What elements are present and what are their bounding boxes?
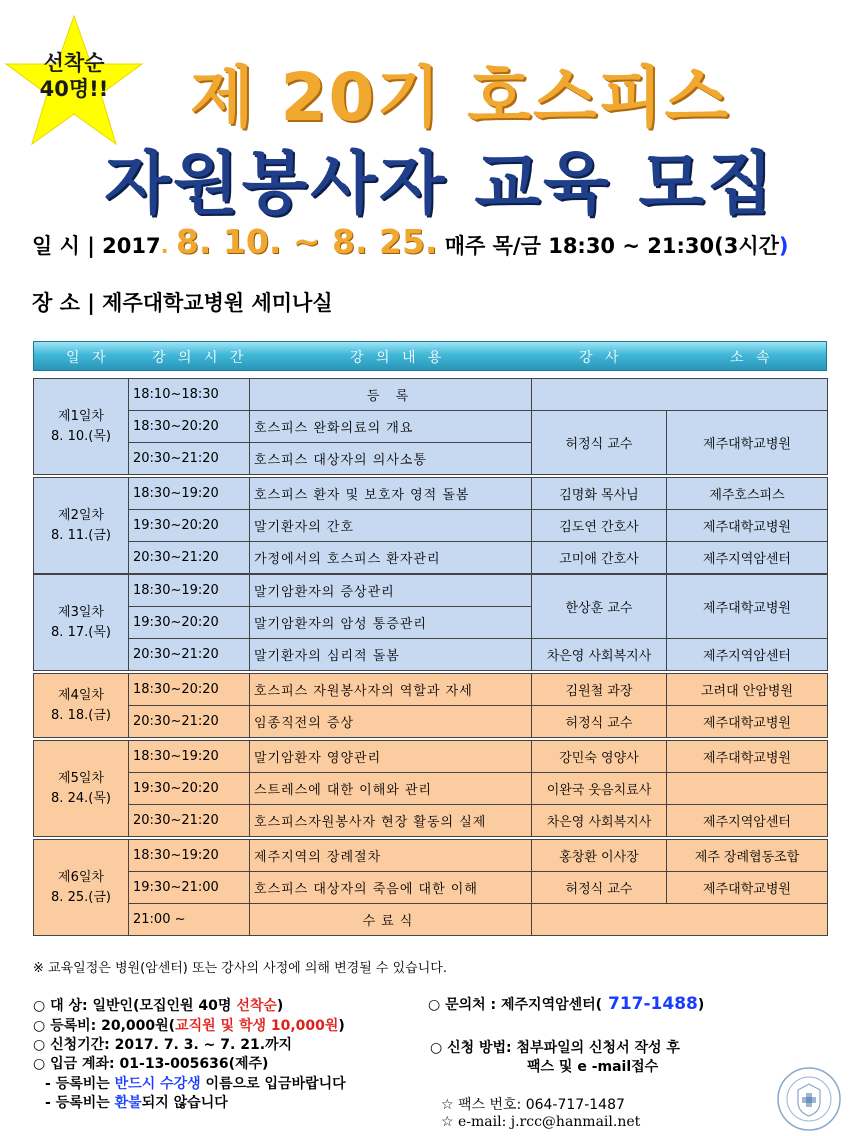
- header-org: 소 속: [730, 350, 774, 366]
- org-cell: 제주대학교병원: [667, 706, 828, 738]
- fax-line: ☆ 팩스 번호: 064-717-1487: [441, 1097, 625, 1113]
- content-cell: 호스피스 대상자의 죽음에 대한 이해: [250, 872, 532, 904]
- content-cell: 말기환자의 심리적 돌봄: [250, 639, 532, 671]
- title-line1: 제 20기 호스피스: [189, 59, 731, 136]
- time-cell: 18:30~20:20: [129, 411, 250, 443]
- day-cell: 제4일차 8. 18.(금): [34, 674, 129, 738]
- lecturer-cell: 차은영 사회복지사: [532, 639, 667, 671]
- day-cell: 제5일차 8. 24.(목): [34, 741, 129, 837]
- content-cell: 호스피스 환자 및 보호자 영적 돌봄: [250, 478, 532, 510]
- day-cell: 제2일차 8. 11.(금): [34, 478, 129, 574]
- content-cell: 등 록: [250, 379, 532, 411]
- first-come-highlight: 선착순: [236, 998, 277, 1014]
- place-line: 장 소 | 제주대학교병원 세미나실: [32, 291, 333, 315]
- schedule-line: [32, 222, 789, 261]
- time-cell: 18:30~19:20: [129, 478, 250, 510]
- badge-line1: 선착순: [43, 51, 105, 75]
- content-cell: 말기암환자의 암성 통증관리: [250, 607, 532, 639]
- time-cell: 21:00 ~: [129, 904, 250, 936]
- lecturer-cell: 김도연 간호사: [532, 510, 667, 542]
- org-cell: 제주대학교병원: [667, 741, 828, 773]
- time-cell: 20:30~21:20: [129, 542, 250, 574]
- day-cell: 제1일차 8. 10.(목): [34, 379, 129, 475]
- empty-cell: [532, 904, 828, 936]
- org-cell: [667, 773, 828, 805]
- org-cell: 제주지역암센터: [667, 542, 828, 574]
- time-cell: 18:10~18:30: [129, 379, 250, 411]
- title-line2: 자원봉사자 교육 모집: [104, 145, 776, 224]
- apply-line2: 팩스 및 e -mail접수: [527, 1059, 659, 1075]
- table-header: [33, 341, 827, 371]
- content-cell: 말기환자의 간호: [250, 510, 532, 542]
- time-cell: 19:30~20:20: [129, 607, 250, 639]
- contact-phone: 717-1488: [602, 994, 698, 1014]
- lecturer-cell: 강민숙 영양사: [532, 741, 667, 773]
- content-cell: 호스피스 대상자의 의사소통: [250, 443, 532, 475]
- lecturer-cell: 차은영 사회복지사: [532, 805, 667, 837]
- lecturer-cell: 이완국 웃음치료사: [532, 773, 667, 805]
- time-cell: 20:30~21:20: [129, 443, 250, 475]
- content-cell: 수료식: [250, 904, 532, 936]
- lecturer-cell: 한상훈 교수: [532, 575, 667, 639]
- time-cell: 20:30~21:20: [129, 706, 250, 738]
- schedule-dot: .: [160, 234, 169, 258]
- header-lecturer: 강 사: [579, 350, 623, 366]
- content-cell: 호스피스자원봉사자 현장 활동의 실제: [250, 805, 532, 837]
- contact-line: ○ 문의처 : 제주지역암센터( 717-1488): [428, 994, 705, 1014]
- day-cell: 제3일차 8. 17.(목): [34, 575, 129, 671]
- refund-highlight: 환불: [114, 1095, 142, 1111]
- org-cell: 제주 장례협동조합: [667, 840, 828, 872]
- content-cell: 가정에서의 호스피스 환자관리: [250, 542, 532, 574]
- header-day: 일 자: [66, 350, 110, 366]
- empty-cell: [532, 379, 828, 411]
- lecturer-cell: 김명화 목사님: [532, 478, 667, 510]
- org-cell: 제주대학교병원: [667, 575, 828, 639]
- hospital-seal-icon: [776, 1066, 842, 1132]
- org-cell: 제주대학교병원: [667, 872, 828, 904]
- deposit-line: - 등록비는 반드시 수강생 이름으로 입금바랍니다: [45, 1076, 346, 1092]
- star-badge-text: [22, 50, 126, 102]
- time-cell: 19:30~21:00: [129, 872, 250, 904]
- time-cell: 18:30~19:20: [129, 840, 250, 872]
- apply-line1: ○ 신청 방법: 첨부파일의 신청서 작성 후: [430, 1040, 680, 1056]
- day4-table: [33, 673, 828, 738]
- target-line: ○ 대 상: 일반인(모집인원 40명 선착순): [33, 998, 284, 1014]
- time-cell: 20:30~21:20: [129, 639, 250, 671]
- lecturer-cell: 허정식 교수: [532, 706, 667, 738]
- content-cell: 호스피스 자원봉사자의 역할과 자세: [250, 674, 532, 706]
- schedule-label: 일 시 | 2017: [32, 234, 161, 258]
- schedule-dates: 8. 10. ~ 8. 25.: [175, 222, 438, 261]
- time-cell: 18:30~19:20: [129, 741, 250, 773]
- org-cell: 제주호스피스: [667, 478, 828, 510]
- fee-line: ○ 등록비: 20,000원(교직원 및 학생 10,000원): [33, 1018, 345, 1034]
- org-cell: 제주지역암센터: [667, 805, 828, 837]
- org-cell: 제주대학교병원: [667, 510, 828, 542]
- org-cell: 제주대학교병원: [667, 411, 828, 475]
- schedule-weekly: 매주 목/금 18:30 ~ 21:30(3시간: [444, 234, 779, 258]
- content-cell: 임종직전의 증상: [250, 706, 532, 738]
- header-time: 강 의 시 간: [152, 350, 248, 366]
- schedule-paren: ): [778, 234, 789, 258]
- lecturer-cell: 홍창환 이사장: [532, 840, 667, 872]
- badge-line2: 40명!!: [39, 77, 109, 101]
- lecturer-cell: 고미애 간호사: [532, 542, 667, 574]
- discount-highlight: 교직원 및 학생 10,000원: [175, 1018, 339, 1034]
- time-cell: 19:30~20:20: [129, 773, 250, 805]
- period-line: ○ 신청기간: 2017. 7. 3. ~ 7. 21.까지: [33, 1037, 293, 1053]
- time-cell: 20:30~21:20: [129, 805, 250, 837]
- org-cell: 제주지역암센터: [667, 639, 828, 671]
- lecturer-cell: 김원철 과장: [532, 674, 667, 706]
- time-cell: 18:30~19:20: [129, 575, 250, 607]
- deposit-highlight: 반드시 수강생: [114, 1076, 201, 1092]
- email-line: ☆ e-mail: j.rcc@hanmail.net: [441, 1114, 641, 1130]
- time-cell: 18:30~20:20: [129, 674, 250, 706]
- day3-table: [33, 574, 828, 671]
- content-cell: 호스피스 완화의료의 개요: [250, 411, 532, 443]
- account-line: ○ 입금 계좌: 01-13-005636(제주): [33, 1056, 269, 1072]
- content-cell: 말기암환자의 증상관리: [250, 575, 532, 607]
- refund-line: - 등록비는 환불되지 않습니다: [45, 1095, 228, 1111]
- org-cell: 고려대 안암병원: [667, 674, 828, 706]
- day6-table: [33, 839, 828, 936]
- lecturer-cell: 허정식 교수: [532, 411, 667, 475]
- content-cell: 스트레스에 대한 이해와 관리: [250, 773, 532, 805]
- day-cell: 제6일차 8. 25.(금): [34, 840, 129, 936]
- lecturer-cell: 허정식 교수: [532, 872, 667, 904]
- content-cell: 제주지역의 장례절차: [250, 840, 532, 872]
- header-content: 강 의 내 용: [350, 350, 446, 366]
- schedule-note: ※ 교육일정은 병원(암센터) 또는 강사의 사정에 의해 변경될 수 있습니다.: [33, 961, 447, 976]
- day5-table: [33, 740, 828, 837]
- day2-table: [33, 477, 828, 574]
- time-cell: 19:30~20:20: [129, 510, 250, 542]
- day1-table: [33, 378, 828, 475]
- content-cell: 말기암환자 영양관리: [250, 741, 532, 773]
